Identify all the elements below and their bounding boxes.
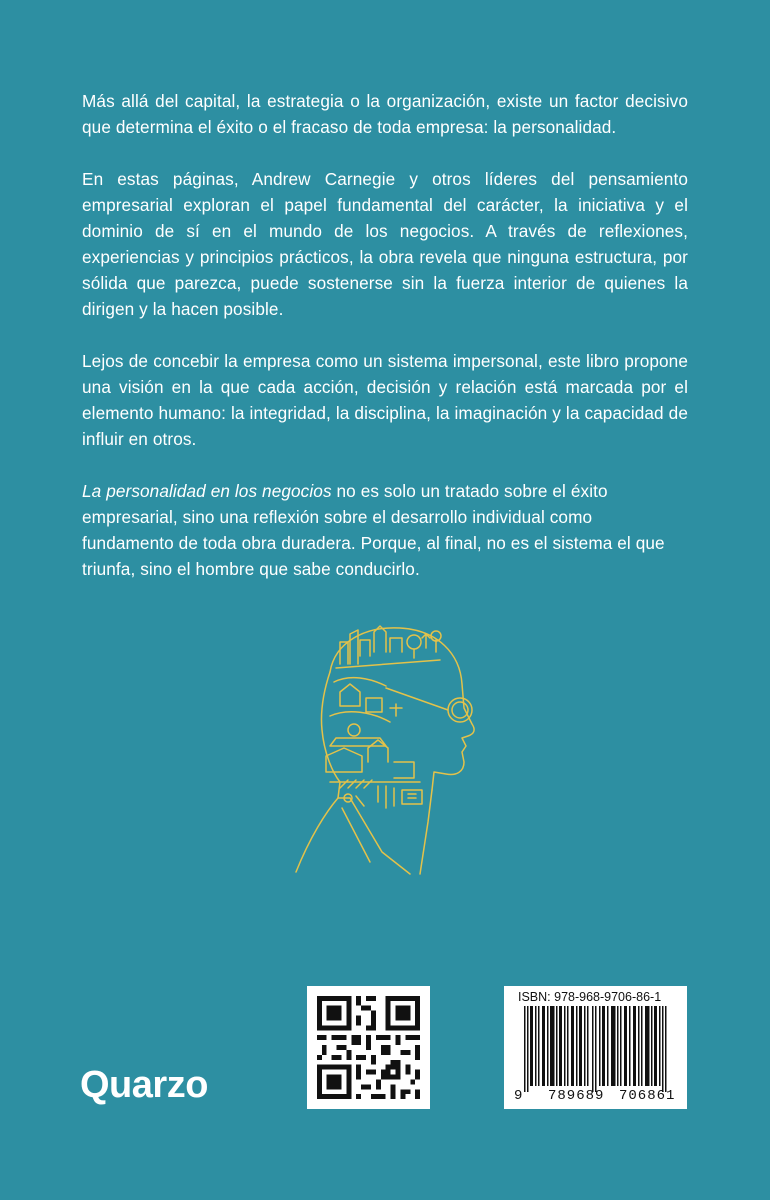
back-cover-blurb bbox=[82, 88, 688, 608]
blurb-paragraph-2: En estas páginas, Andrew Carnegie y otros líderes del pensamiento empresarial exploran el papel fundamental del carácter, la iniciativa y el dominio de sí en el mundo de los negocios. A través de reflexiones, experiencias y principios prácticos, la obra revela que ninguna estructura, por sólida que parezca, puede sostenerse sin la fuerza interior de quienes la dirigen y la hacen posible. bbox=[82, 169, 688, 319]
qr-code-icon bbox=[307, 986, 430, 1109]
blurb-paragraph-1: Más allá del capital, la estrategia o la organización, existe un factor decisivo que determina el éxito o el fracaso de toda empresa: la personalidad. bbox=[82, 91, 688, 137]
ean-first-digit: 9 bbox=[514, 1088, 523, 1104]
blurb-paragraph-3: Lejos de concebir la empresa como un sistema impersonal, este libro propone una visión en la que cada acción, decisión y relación está marcada por el elemento humano: la integridad, la disciplina, la imaginación y la capacidad de influir en otros. bbox=[82, 351, 688, 449]
isbn-barcode bbox=[504, 986, 687, 1109]
head-profile-with-city-icon bbox=[290, 612, 490, 882]
publisher-logo: Quarzo bbox=[80, 1064, 208, 1106]
ean-left-group: 789689 bbox=[548, 1088, 605, 1104]
book-title-italic: La personalidad en los negocios bbox=[82, 481, 332, 501]
isbn-label: ISBN: 978-968-9706-86-1 bbox=[518, 990, 662, 1004]
ean-right-group: 706861 bbox=[619, 1088, 676, 1104]
blurb-paragraph-4-text: no es solo un tratado sobre el éxito empresarial, sino una reflexión sobre el desarrollo individual como fundamento de toda obra duradera. Porque, al final, no es el sistema el que triunfa, sino el hombre que sabe conducirlo. bbox=[82, 481, 665, 579]
barcode-bars bbox=[512, 1006, 679, 1092]
blurb-paragraph-4 bbox=[82, 478, 688, 582]
